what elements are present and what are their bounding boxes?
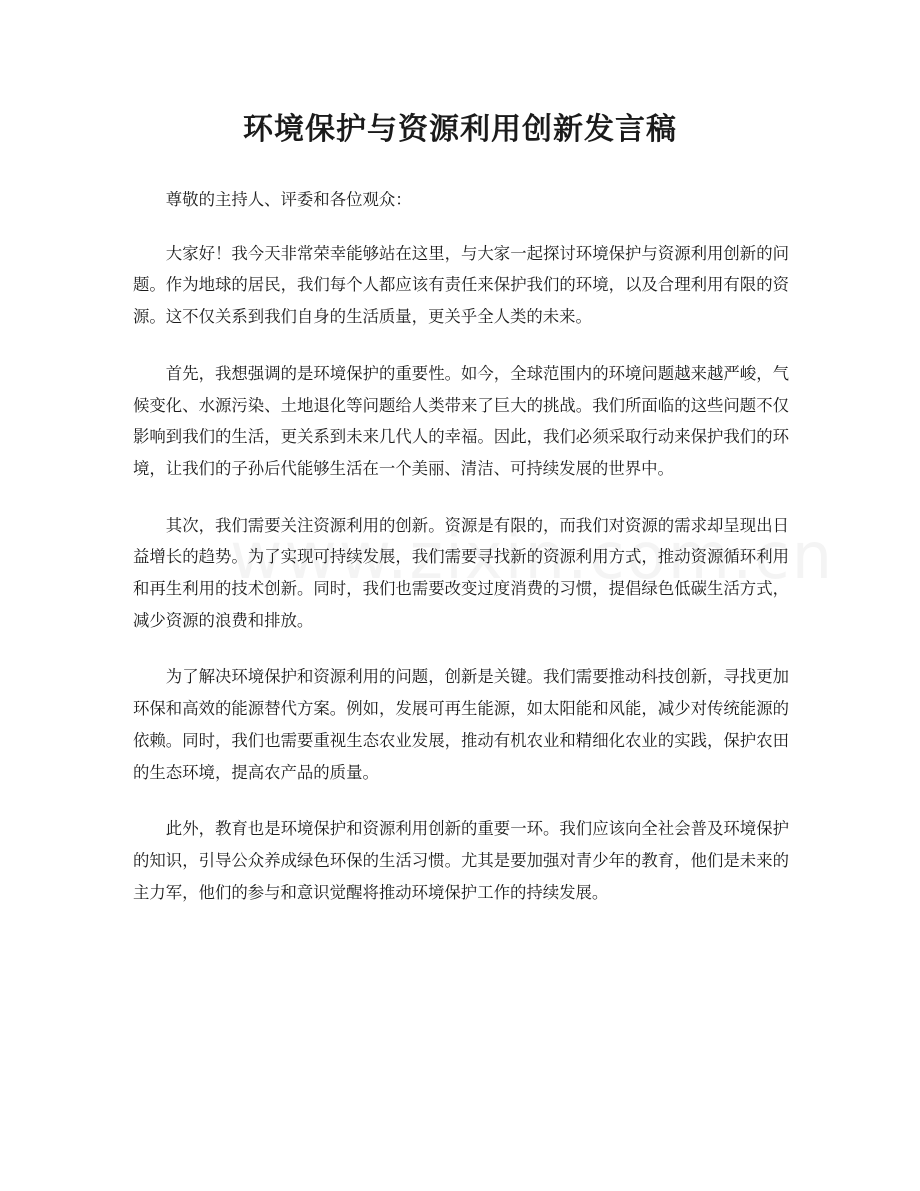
- paragraph-1: 大家好！我今天非常荣幸能够站在这里，与大家一起探讨环境保护与资源利用创新的问题。作为地球的居民，我们每个人都应该有责任来保护我们的环境，以及合理利用有限的资源。这不仅关系到我们自身的生活质量，更关乎全人类的未来。: [133, 243, 789, 327]
- paragraph-3: 其次，我们需要关注资源利用的创新。资源是有限的，而我们对资源的需求却呈现出日益增长的趋势。为了实现可持续发展，我们需要寻找新的资源利用方式，推动资源循环利用和再生利用的技术创新。同时，我们也需要改变过度消费的习惯，提倡绿色低碳生活方式，减少资源的浪费和排放。: [133, 515, 789, 630]
- paragraph-2: 首先，我想强调的是环境保护的重要性。如今，全球范围内的环境问题越来越严峻，气候变化、水源污染、土地退化等问题给人类带来了巨大的挑战。我们所面临的这些问题不仅影响到我们的生活，更关系到未来几代人的幸福。因此，我们必须采取行动来保护我们的环境，让我们的子孙后代能够生活在一个美丽、清洁、可持续发展的世界中。: [133, 363, 789, 478]
- paragraph-4: 为了解决环境保护和资源利用的问题，创新是关键。我们需要推动科技创新，寻找更加环保和高效的能源替代方案。例如，发展可再生能源，如太阳能和风能，减少对传统能源的依赖。同时，我们也需要重视生态农业发展，推动有机农业和精细化农业的实践，保护农田的生态环境，提高农产品的质量。: [133, 667, 789, 782]
- document-title: 环境保护与资源利用创新发言稿: [243, 112, 677, 147]
- paragraph-5: 此外，教育也是环境保护和资源利用创新的重要一环。我们应该向全社会普及环境保护的知识，引导公众养成绿色环保的生活习惯。尤其是要加强对青少年的教育，他们是未来的主力军，他们的参与和意识觉醒将推动环境保护工作的持续发展。: [133, 819, 789, 902]
- salutation: 尊敬的主持人、评委和各位观众：: [165, 190, 412, 209]
- document-body: [133, 184, 789, 933]
